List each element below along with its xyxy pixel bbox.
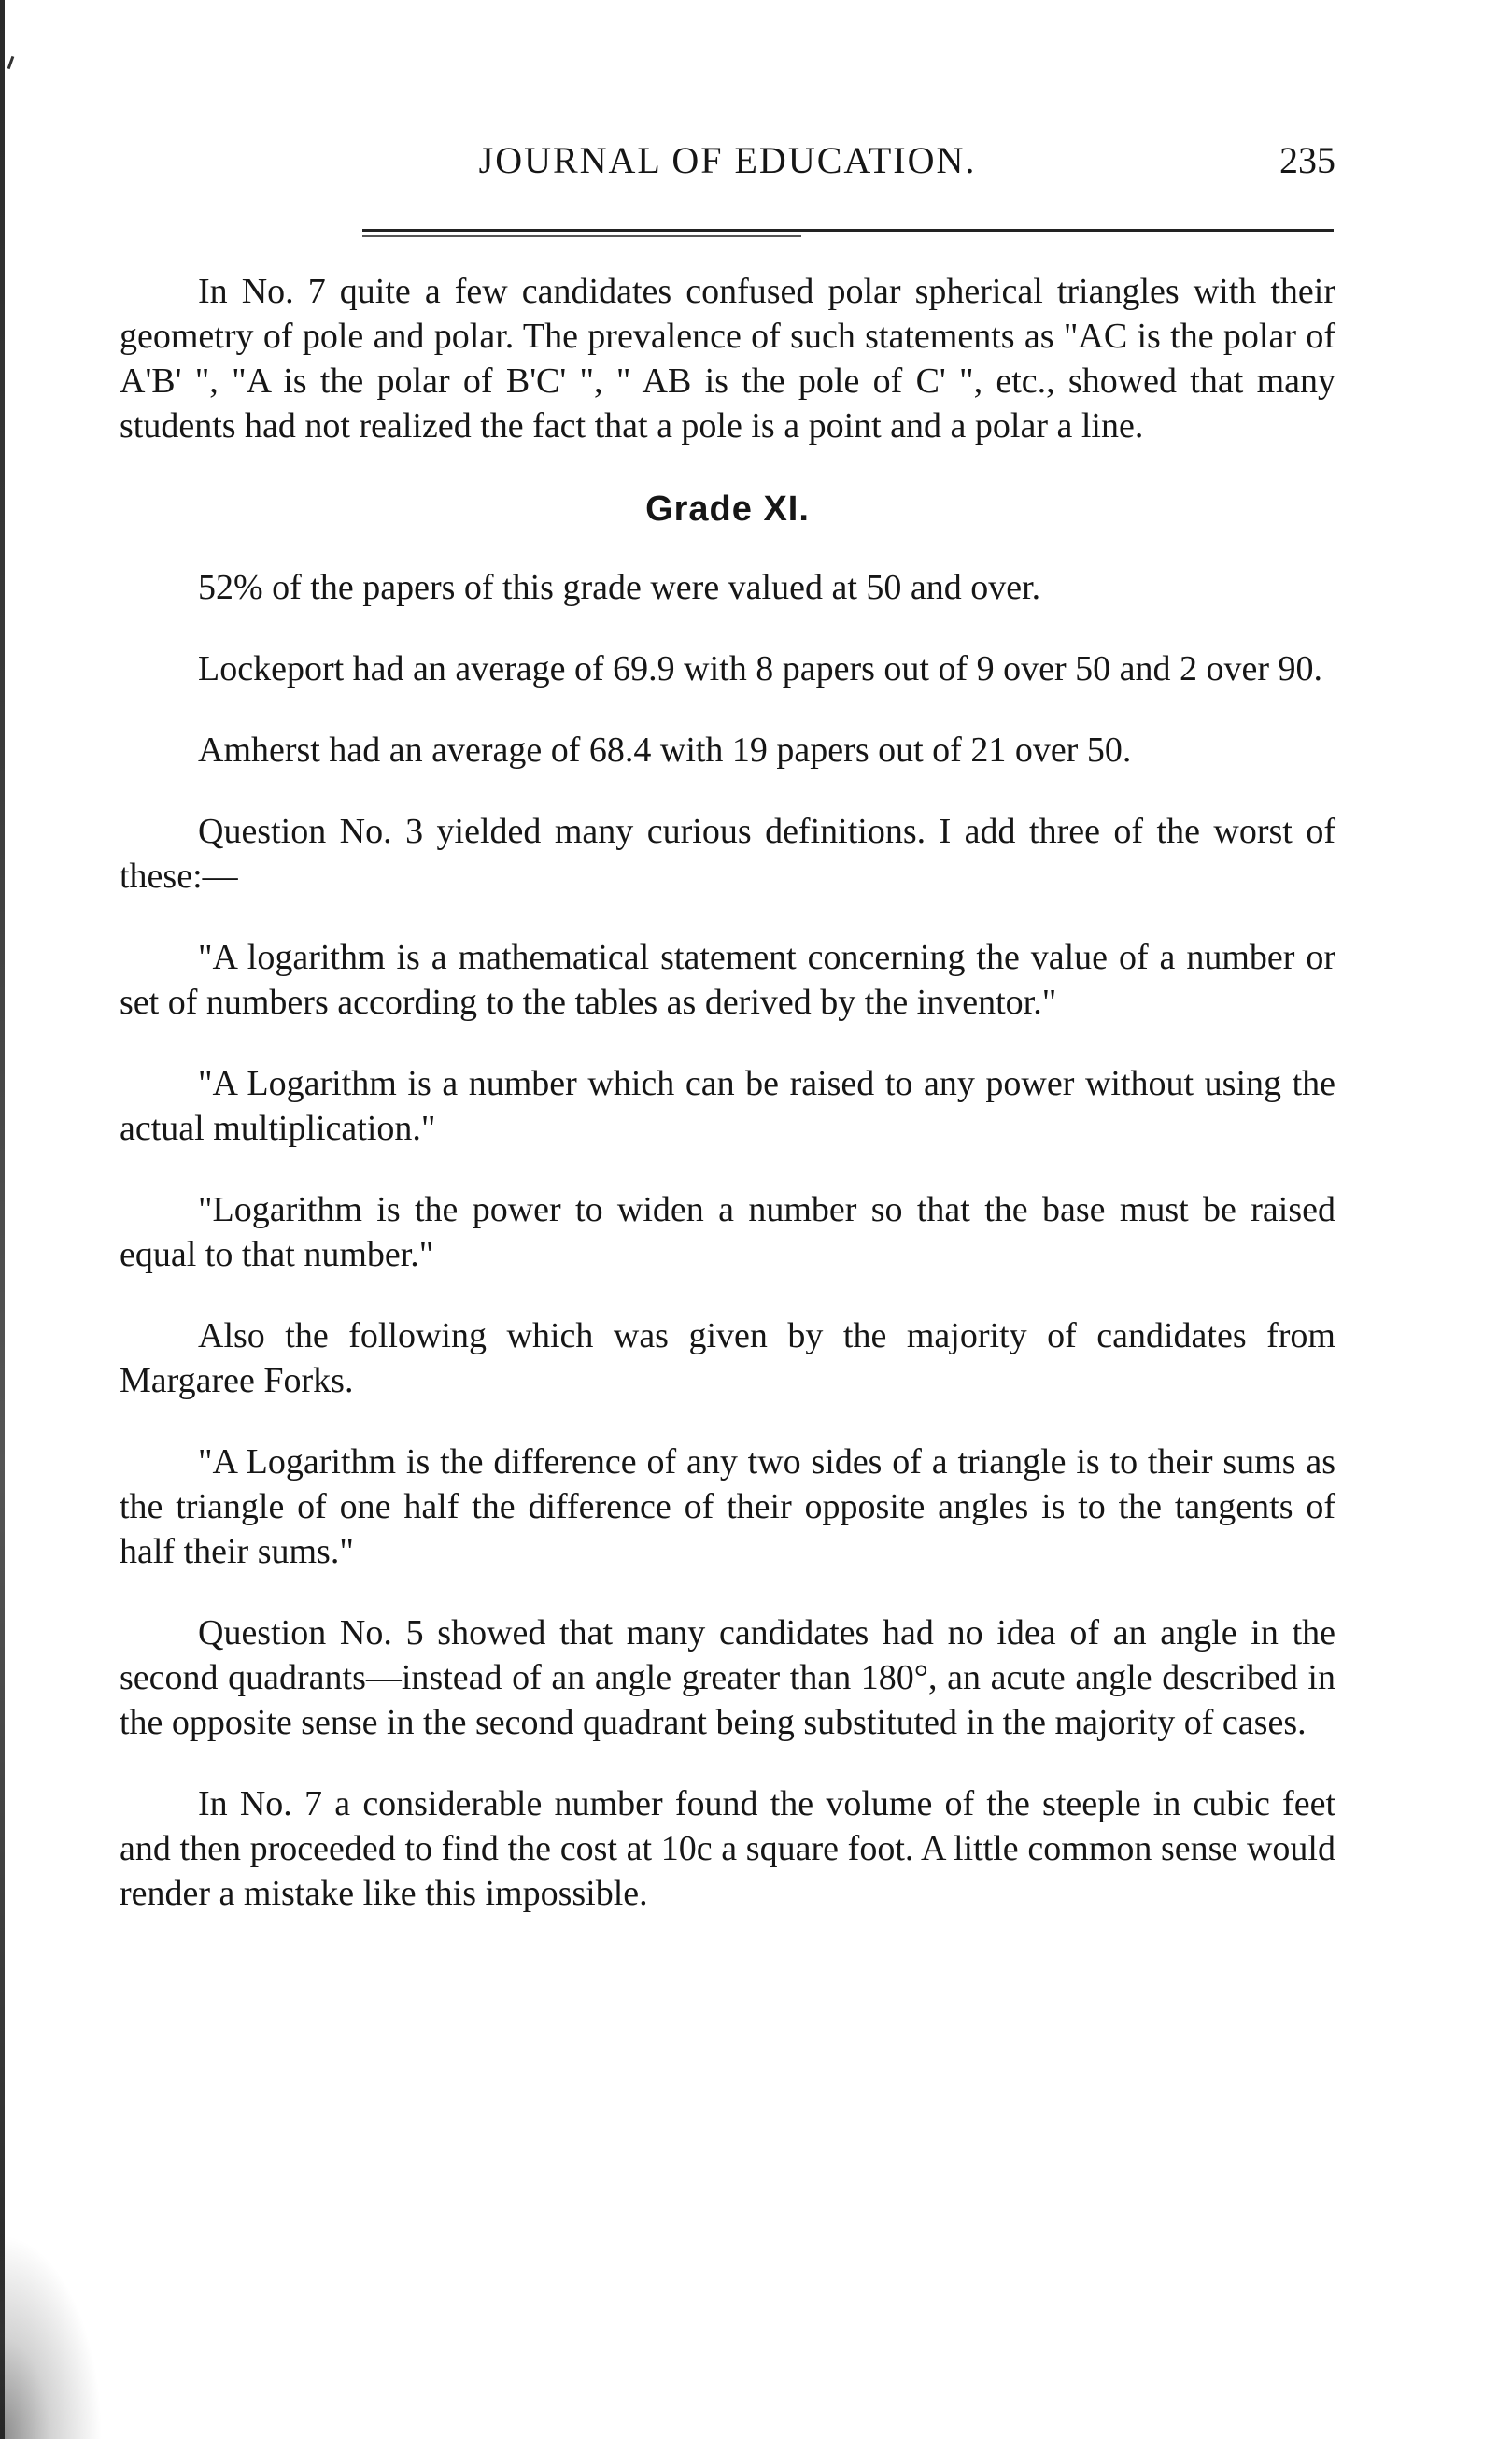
paragraph-amherst: Amherst had an average of 68.4 with 19 papers out of 21 over 50. (198, 730, 1132, 770)
header-rule-secondary (362, 235, 801, 237)
page-header (120, 138, 1335, 194)
paragraph-margaree-forks: Also the following which was given by the majority of candidates from Margaree Forks. (120, 1316, 1335, 1400)
section-heading-grade-xi: Grade XI. (645, 489, 810, 529)
quote-definition-3: "Logarithm is the power to widen a number so that the base must be raised equal to that number." (120, 1190, 1335, 1274)
paragraph-polar-triangles: In No. 7 quite a few candidates confused polar spherical triangles with their geometry of pole and polar. The prevalence of such statements as "AC is the polar of A'B' ", "A is the polar of B'C' ", " AB is the pole of C' ", etc., showed that many students had not realized the fact that a pole is a point and a polar a line. (120, 272, 1335, 446)
scan-left-edge (0, 0, 5, 2439)
quote-definition-2: "A Logarithm is a number which can be raised to any power without using the actual multiplication." (120, 1064, 1335, 1148)
header-rule (362, 229, 1334, 232)
running-head: JOURNAL OF EDUCATION. (478, 139, 977, 181)
paragraph-steeple: In No. 7 a considerable number found the volume of the steeple in cubic feet and then proceeded to find the cost at 10c a square foot. A little common sense would render a mistake like this impossible. (120, 1784, 1335, 1913)
paragraph-question-3: Question No. 3 yielded many curious definitions. I add three of the worst of these:— (120, 812, 1335, 896)
quote-definition-4: "A Logarithm is the difference of any two sides of a triangle is to their sums as the triangle of one half the difference of their opposite angles is to the tangents of half their sums." (120, 1442, 1335, 1571)
paragraph-question-5: Question No. 5 showed that many candidates had no idea of an angle in the second quadrants—instead of an angle greater than 180°, an acute angle described in the opposite sense in the second quadrant being substituted in the majority of cases. (120, 1613, 1335, 1742)
page-body (120, 269, 1335, 1952)
quote-definition-1: "A logarithm is a mathematical statement concerning the value of a number or set of numbers according to the tables as derived by the inventor." (120, 938, 1335, 1022)
page-number: 235 (1279, 139, 1335, 181)
scan-corner-noise (0, 2233, 103, 2439)
paragraph-lockeport: Lockeport had an average of 69.9 with 8 papers out of 9 over 50 and 2 over 90. (198, 649, 1323, 688)
scan-speck (7, 56, 15, 69)
paragraph-percentage: 52% of the papers of this grade were valued at 50 and over. (198, 568, 1041, 607)
